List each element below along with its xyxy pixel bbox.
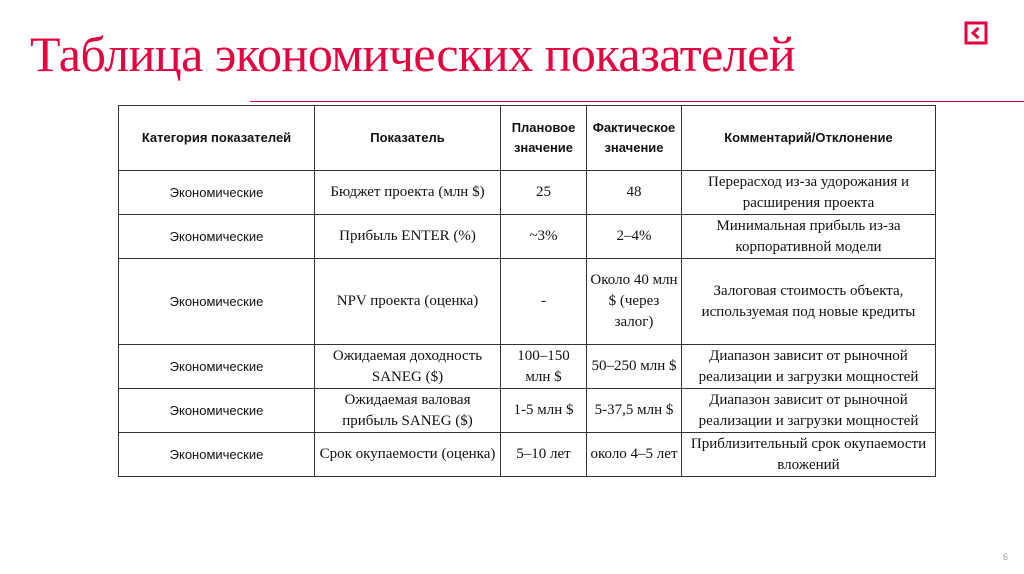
cell-indicator: Бюджет проекта (млн $) [315,171,501,215]
cell-comment: Перерасход из-за удорожания и расширения проекта [682,171,936,215]
table-row [119,389,936,433]
economic-indicators-table [118,105,936,477]
header-category: Категория показателей [119,106,315,171]
table-row [119,259,936,345]
header-planned: Плановое значение [501,106,587,171]
cell-planned: - [501,259,587,345]
cell-actual: 5-37,5 млн $ [587,389,682,433]
cell-comment: Диапазон зависит от рыночной реализации и загрузки мощностей [682,345,936,389]
cell-category: Экономические [119,259,315,345]
cell-indicator: Ожидаемая валовая прибыль SANEG ($) [315,389,501,433]
cell-indicator: NPV проекта (оценка) [315,259,501,345]
cell-indicator: Срок окупаемости (оценка) [315,433,501,477]
indicators-table-container [118,105,935,477]
cell-comment: Диапазон зависит от рыночной реализации и загрузки мощностей [682,389,936,433]
table-row [119,171,936,215]
header-comment: Комментарий/Отклонение [682,106,936,171]
cell-indicator: Ожидаемая доходность SANEG ($) [315,345,501,389]
back-arrow-icon-graphic [964,21,988,45]
cell-planned: ~3% [501,215,587,259]
cell-comment: Залоговая стоимость объекта, используемая под новые кредиты [682,259,936,345]
table-row [119,215,936,259]
cell-category: Экономические [119,389,315,433]
table-row [119,345,936,389]
cell-comment: Минимальная прибыль из-за корпоративной модели [682,215,936,259]
header-actual: Фактическое значение [587,106,682,171]
header-indicator: Показатель [315,106,501,171]
cell-comment: Приблизительный срок окупаемости вложений [682,433,936,477]
table-header-row [119,106,936,171]
cell-category: Экономические [119,171,315,215]
cell-actual: 50–250 млн $ [587,345,682,389]
cell-actual: 48 [587,171,682,215]
cell-planned: 25 [501,171,587,215]
page-number: 6 [1002,552,1008,562]
table-row [119,433,936,477]
cell-indicator: Прибыль ENTER (%) [315,215,501,259]
cell-planned: 1-5 млн $ [501,389,587,433]
cell-planned: 5–10 лет [501,433,587,477]
cell-actual: Около 40 млн $ (через залог) [587,259,682,345]
cell-planned: 100–150 млн $ [501,345,587,389]
cell-category: Экономические [119,433,315,477]
page-title: Таблица экономических показателей [30,26,796,82]
cell-category: Экономические [119,215,315,259]
back-arrow-icon[interactable] [964,21,988,45]
title-underline [250,101,1024,102]
cell-actual: около 4–5 лет [587,433,682,477]
cell-category: Экономические [119,345,315,389]
cell-actual: 2–4% [587,215,682,259]
